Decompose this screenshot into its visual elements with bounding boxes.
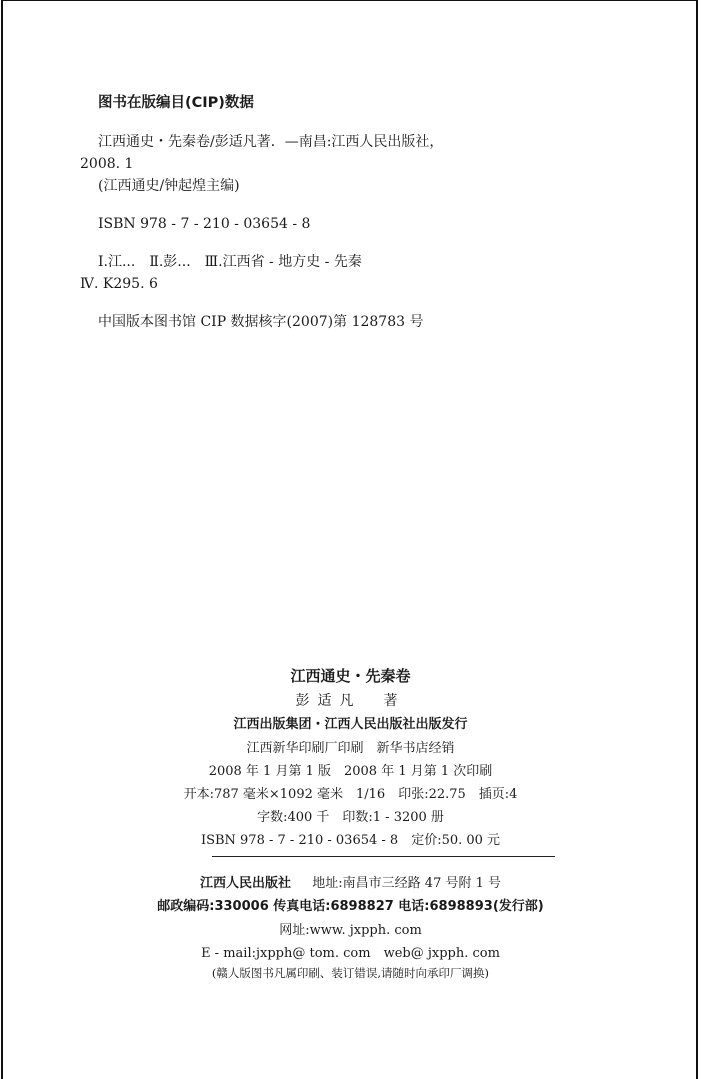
book-title: 江西通史・先秦卷 bbox=[290, 667, 411, 685]
website-line: 网址:www. jxpph. com bbox=[279, 923, 422, 938]
edition-line: 2008 年 1 月第 1 版 2008 年 1 月第 1 次印刷 bbox=[208, 764, 493, 779]
cip-classification: Ⅰ.江... Ⅱ.彭... Ⅲ.江西省 - 地方史 - 先秦 bbox=[98, 254, 362, 270]
cip-series-line: (江西通史/钟起煌主编) bbox=[98, 178, 240, 194]
book-author: 彭适凡 著 bbox=[295, 693, 406, 709]
cip-class-number: Ⅳ. K295. 6 bbox=[80, 276, 158, 292]
printer-line: 江西新华印刷厂印刷 新华书店经销 bbox=[246, 741, 455, 756]
isbn-price-line: ISBN 978 - 7 - 210 - 03654 - 8 定价:50. 00 元 bbox=[200, 833, 501, 848]
cip-isbn: ISBN 978 - 7 - 210 - 03654 - 8 bbox=[98, 216, 311, 232]
publisher-line: 江西出版集团・江西人民出版社出版发行 bbox=[233, 717, 468, 732]
cip-title-line: 江西通史・先秦卷/彭适凡著．—南昌:江西人民出版社， bbox=[98, 134, 444, 150]
publisher-name: 江西人民出版社 bbox=[199, 876, 291, 891]
words-line: 字数:400 千 印数:1 - 3200 册 bbox=[257, 810, 444, 825]
publisher-address-line bbox=[0, 872, 701, 891]
divider-line bbox=[212, 856, 555, 857]
notice-line: (赣人版图书凡属印刷、装订错误,请随时向承印厂调换) bbox=[211, 966, 490, 980]
format-line: 开本:787 毫米×1092 毫米 1/16 印张:22.75 插页:4 bbox=[183, 787, 518, 802]
cip-heading: 图书在版编目(CIP)数据 bbox=[98, 95, 254, 111]
cip-data-block bbox=[80, 92, 618, 333]
publisher-address: 地址:南昌市三经路 47 号附 1 号 bbox=[312, 876, 502, 891]
email-line: E - mail:jxpph@ tom. com web@ jxpph. com bbox=[201, 946, 500, 961]
cip-record-number: 中国版本图书馆 CIP 数据核字(2007)第 128783 号 bbox=[98, 314, 424, 330]
contact-phone-line: 邮政编码:330006 传真电话:6898827 电话:6898893(发行部) bbox=[157, 899, 544, 914]
cip-date-line: 2008. 1 bbox=[80, 156, 134, 172]
